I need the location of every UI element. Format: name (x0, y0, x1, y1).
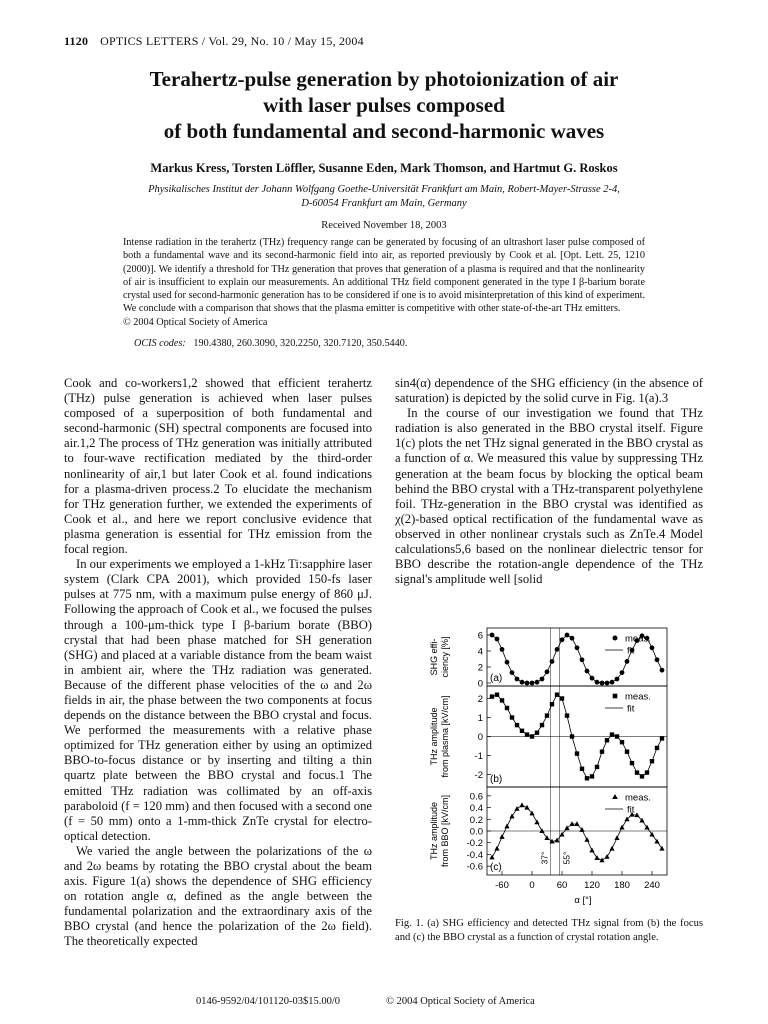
angle-annotation: 55° (561, 851, 572, 865)
data-point (594, 855, 599, 860)
data-point (534, 819, 539, 824)
paragraph: Cook and co-workers1,2 showed that efficient terahertz (THz) pulse generation is achieved when laser pulses composed of a superposition of both fundamental and second-harmonic (SH) spectral components are focused into air.1,2 The process of THz generation was initially attributed to four-wave rectification mediated by the third-order nonlinearity of air,1 but later Cook et al. found indications for a plasma-driven process.2 To elucidate the mechanism for THz generation further, we extended the experiments of Cook et al., and here we report conclusive evidence that plasma generation is essential for THz emission from the focal region. (64, 376, 372, 557)
x-tick-label: 60 (556, 880, 568, 891)
data-point (615, 734, 619, 738)
y-tick-label: -1 (474, 751, 483, 762)
data-point (655, 746, 659, 750)
data-point (495, 637, 500, 642)
data-point (580, 767, 584, 771)
y-tick-label: 0 (477, 678, 483, 690)
data-point (555, 647, 560, 652)
left-column (64, 376, 372, 950)
y-tick-label: 0.4 (469, 803, 483, 815)
data-point (590, 774, 594, 778)
figure-1-chart (395, 620, 703, 910)
paragraph: In the course of our investigation we found that THz radiation is also generated in the BBO crystal itself. Figure 1(c) plots the net THz signal generated in the BBO crystal as a function of α. We measured this value by suppressing THz generation at the beam focus by blocking the optical beam behind the BBO crystal with a THz-transparent polyethylene foil. THz-generation in the BBO crystal was identified as χ(2)-based optical rectification of the fundamental wave as observed in other nonlinear crystals such as ZnTe.4 Model calculations5,6 based on the nonlinear dielectric tensor for BBO describe the rotation-angle dependence of the THz signal's amplitude well [solid (395, 406, 703, 587)
affiliation-line: Physikalisches Institut der Johann Wolfgang Goethe-Universität Frankfurt am Main, Robert-Mayer-Strasse 2-4, (148, 184, 620, 195)
abstract-copyright: © 2004 Optical Society of America (123, 316, 268, 328)
data-point (564, 825, 569, 830)
data-point (620, 670, 625, 675)
data-point (525, 732, 529, 736)
data-point (504, 824, 509, 829)
angle-annotation: 37° (539, 851, 550, 865)
ocis-codes (134, 338, 407, 349)
x-tick-label: -60 (495, 880, 509, 891)
paragraph: sin4(α) dependence of the SHG efficiency (in the absence of saturation) is depicted by the solid curve in Fig. 1(a).3 (395, 376, 703, 406)
data-point (655, 657, 660, 662)
x-tick-label: 120 (584, 880, 600, 891)
data-point (660, 736, 664, 740)
y-tick-label: 2 (477, 662, 483, 674)
y-axis-label-line: from BBO [kV/cm] (440, 794, 450, 868)
y-tick-label: -0.2 (466, 838, 483, 850)
panel-label: (c) (490, 862, 502, 873)
data-point (570, 734, 574, 738)
data-point (589, 848, 594, 853)
ocis-code-list: 190.4380, 260.3090, 320.2250, 320.7120, 350.5440. (193, 338, 408, 349)
affiliation (60, 183, 708, 211)
data-point (515, 677, 520, 682)
data-point (609, 846, 614, 851)
footer-copyright: © 2004 Optical Society of America (386, 996, 535, 1007)
y-axis-label (429, 795, 450, 867)
data-point (570, 636, 575, 641)
legend-label: meas. (625, 691, 651, 703)
article-title (60, 66, 708, 144)
y-tick-label: 4 (477, 646, 483, 658)
y-axis-label-line: from plasma [kV/cm] (440, 695, 450, 778)
figure-1 (395, 620, 703, 910)
legend-marker (613, 636, 618, 641)
data-point (595, 765, 599, 769)
x-tick-label: 240 (644, 880, 660, 891)
data-point (530, 734, 534, 738)
data-point (545, 669, 550, 674)
data-point (620, 740, 624, 744)
y-tick-label: 6 (477, 630, 483, 642)
legend-label: meas. (625, 633, 651, 645)
data-point (535, 731, 539, 735)
paragraph: We varied the angle between the polarizations of the ω and 2ω beams by rotating the BBO crystal about the beam axis. Figure 1(a) shows the dependence of SHG efficiency on rotation angle α, defined as the angle between the fundamental polarization and the extraordinary axis of the BBO crystal (and hence the polarization of the 2ω field). The theoretically expected (64, 843, 372, 949)
data-point (514, 806, 519, 811)
data-point (650, 759, 654, 763)
y-tick-label: 0.6 (469, 791, 483, 803)
data-point (550, 702, 554, 706)
legend-label: fit (627, 804, 635, 816)
data-point (605, 681, 610, 686)
data-point (499, 834, 504, 839)
data-point (494, 846, 499, 851)
y-tick-label: 0 (477, 732, 483, 743)
data-point (635, 770, 639, 774)
data-point (574, 821, 579, 826)
data-point (605, 738, 609, 742)
data-point (510, 670, 515, 675)
right-column (395, 376, 703, 587)
data-point (575, 645, 580, 650)
data-point (519, 802, 524, 807)
data-point (565, 713, 569, 717)
data-point (604, 854, 609, 859)
data-point (619, 825, 624, 830)
legend-marker (612, 794, 618, 799)
affiliation-line: D-60054 Frankfurt am Main, Germany (301, 198, 467, 209)
legend-label: fit (627, 645, 635, 657)
data-point (610, 680, 615, 685)
data-point (599, 857, 604, 862)
data-point (545, 713, 549, 717)
data-point (560, 637, 565, 642)
data-point (595, 680, 600, 685)
data-point (540, 723, 544, 727)
data-point (590, 676, 595, 681)
data-point (555, 693, 559, 697)
y-tick-label: 2 (477, 694, 483, 705)
x-tick-label: 0 (529, 880, 535, 891)
data-point (600, 681, 605, 686)
title-line: Terahertz-pulse generation by photoionization of air (149, 67, 619, 91)
data-point (614, 835, 619, 840)
data-point (630, 761, 634, 765)
data-point (625, 750, 629, 754)
data-point (505, 660, 510, 665)
running-header (64, 34, 364, 49)
data-point (625, 659, 630, 664)
legend-label: meas. (625, 792, 651, 804)
y-tick-label: -0.4 (466, 849, 483, 861)
data-point (640, 774, 644, 778)
x-tick-label: 180 (614, 880, 630, 891)
abstract-text: Intense radiation in the terahertz (THz) frequency range can be generated by focusing of an ultrashort laser pulse composed of both a fundamental wave and its second-harmonic field into air, as reported previously by Cook et al. [Opt. Lett. 25, 1210 (2000)]. We identify a threshold for THz generation that proves that generation of a plasma is required and that the nonlinearity of air is insufficient to explain our measurements. An additional THz field component generated in the type I β-barium borate crystal used for second-harmonic generation has to be considered if one is to avoid misinterpretation of this kind of experiment. We conclude with a comparison that shows that the plasma emitter is competitive with other state-of-the-art THz emitters. (123, 237, 645, 315)
data-point (530, 681, 535, 686)
data-point (500, 698, 504, 702)
data-point (660, 668, 665, 673)
abstract (123, 236, 645, 329)
y-tick-label: 0.2 (469, 814, 483, 826)
figure-caption: Fig. 1. (a) SHG efficiency and detected THz signal from (b) the focus and (c) the BBO crystal as a function of crystal rotation angle. (395, 918, 703, 943)
data-point (490, 694, 494, 698)
data-point (515, 723, 519, 727)
data-point (610, 732, 614, 736)
footer-code: 0146-9592/04/101120-03$15.00/0 (196, 996, 340, 1007)
x-axis-label: α [°] (574, 895, 592, 906)
data-point (585, 669, 590, 674)
page-number: 1120 (64, 34, 89, 48)
data-point (520, 729, 524, 733)
panel-label: (b) (490, 774, 503, 785)
received-date: Received November 18, 2003 (321, 220, 447, 231)
data-point (535, 680, 540, 685)
title-line: with laser pulses composed (263, 93, 505, 117)
data-point (520, 680, 525, 685)
data-point (495, 693, 499, 697)
data-point (490, 633, 495, 638)
y-tick-label: -0.6 (466, 861, 483, 873)
data-point (540, 677, 545, 682)
data-point (539, 828, 544, 833)
data-point (524, 805, 529, 810)
y-axis-label-line: ciency [%] (440, 636, 450, 678)
data-point (650, 645, 655, 650)
data-point (584, 837, 589, 842)
legend-marker (613, 694, 618, 699)
data-point (600, 750, 604, 754)
data-point (569, 821, 574, 826)
data-point (565, 633, 570, 638)
data-point (505, 706, 509, 710)
data-point (580, 657, 585, 662)
data-point (560, 696, 564, 700)
y-tick-label: 1 (477, 713, 483, 724)
data-point (550, 659, 555, 664)
data-point (525, 681, 530, 686)
data-point (575, 751, 579, 755)
author-list: Markus Kress, Torsten Löffler, Susanne Eden, Mark Thomson, and Hartmut G. Roskos (150, 161, 618, 175)
data-point (489, 855, 494, 860)
data-point (645, 770, 649, 774)
data-point (615, 677, 620, 682)
y-axis-label-line: THz amplitude (429, 707, 439, 766)
data-point (500, 647, 505, 652)
y-axis-label (429, 695, 450, 777)
y-axis-label (429, 636, 450, 677)
y-axis-label-line: THz amplitude (429, 801, 439, 861)
y-tick-label: -2 (474, 770, 483, 781)
data-point (510, 715, 514, 719)
y-tick-label: 0.0 (469, 826, 483, 838)
ocis-label: OCIS codes: (134, 338, 186, 349)
y-axis-label-line: SHG effi- (429, 638, 439, 676)
panel-label: (a) (490, 673, 503, 684)
journal-citation: OPTICS LETTERS / Vol. 29, No. 10 / May 15, 2004 (100, 34, 364, 48)
title-line: of both fundamental and second-harmonic waves (163, 119, 605, 143)
legend-label: fit (627, 703, 635, 715)
paragraph: In our experiments we employed a 1-kHz Ti:sapphire laser system (Clark CPA 2001), which provided 150-fs laser pulses at 775 nm, with a maximum pulse energy of 860 μJ. Following the approach of Cook et al., we focused the pulses through a 100-μm-thick type I β-barium borate (BBO) crystal that had been phase matched for SH generation (SHG) and placed at a variable distance from the beam waist in ambient air, where the THz radiation was generated. Because of the different phase velocities of the ω and 2ω fields in air, the phase between the two components at focus depends on the distance between the BBO crystal and focus. We performed the measurements with a relative phase optimized for THz generation either by using an optimized BBO-to-focus distance or by inserting and tilting a thin quartz plate between the BBO crystal and focus.1 The emitted THz radiation was collimated by an off-axis paraboloid (f = 120 mm) and then focused with a second one (f = 50 mm) onto a 1-mm-thick ZnTe crystal for electro-optical detection. (64, 557, 372, 843)
data-point (585, 776, 589, 780)
